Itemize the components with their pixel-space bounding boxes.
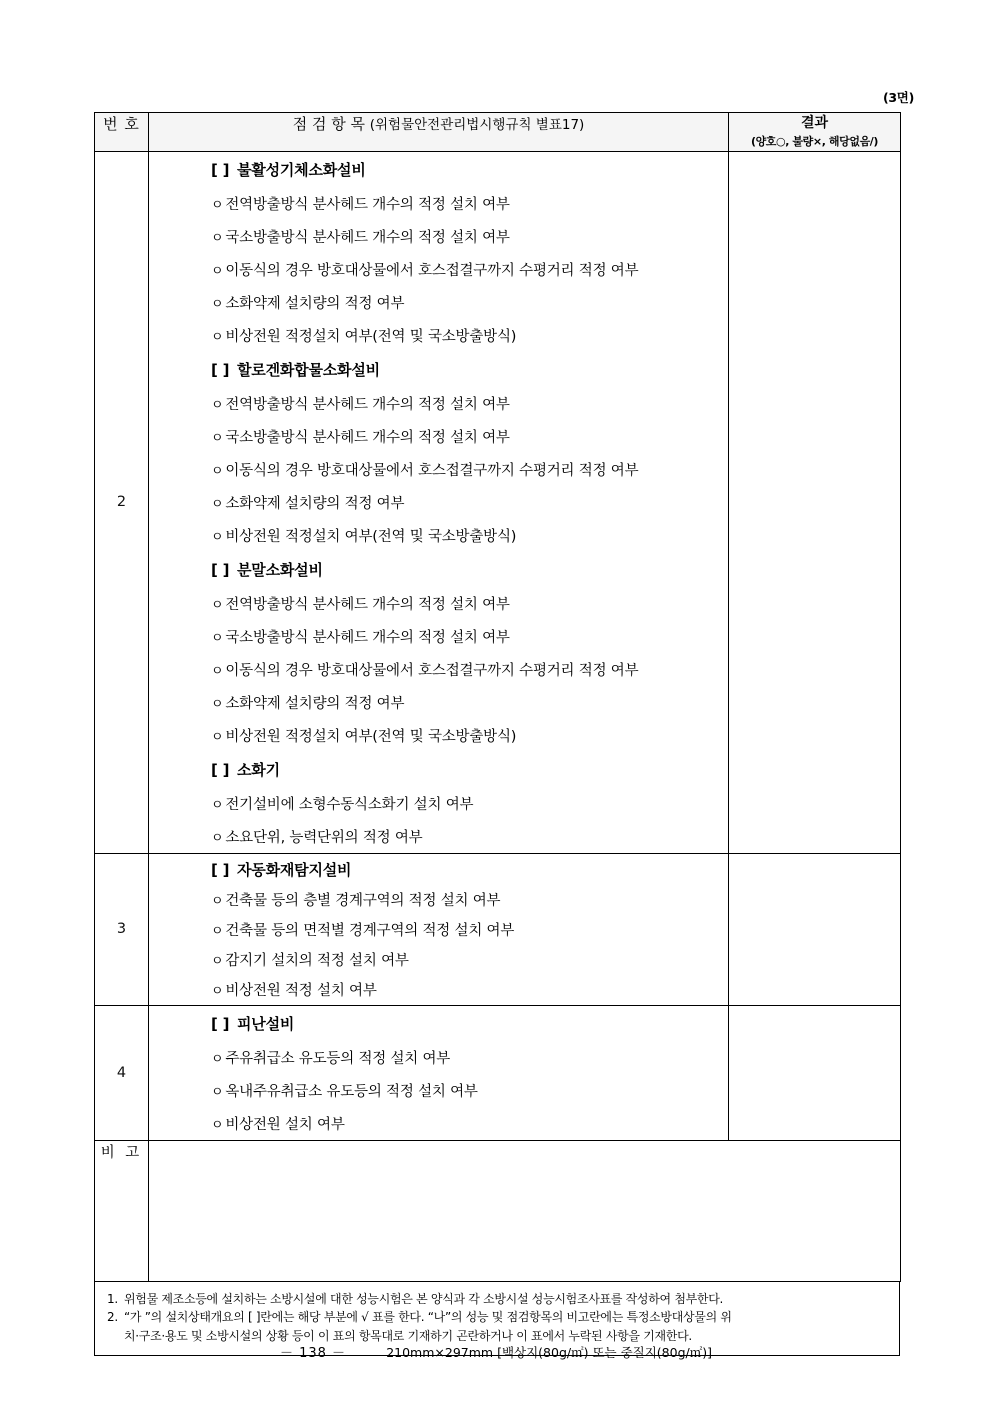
bullet-icon: ㅇ: [211, 1117, 224, 1133]
list-item-label: 건축물 등의 층별 경계구역의 적정 설치 여부: [225, 893, 501, 909]
header-result-legend: (양호○, 불량×, 해당없음/): [750, 135, 879, 148]
list-item-label: 전역방출방식 분사헤드 개수의 적정 설치 여부: [225, 596, 510, 613]
list-item: [149, 1041, 728, 1074]
table-row: [95, 151, 901, 853]
bullet-icon: ㅇ: [211, 729, 224, 745]
bullet-icon: ㅇ: [211, 1051, 224, 1067]
group-title: [149, 152, 728, 187]
list-item-label: 비상전원 적정설치 여부(전역 및 국소방출방식): [225, 728, 517, 745]
list-item-label: 소화약제 설치량의 적정 여부: [225, 295, 405, 312]
group-title: [149, 352, 728, 387]
list-item: [149, 587, 728, 620]
bullet-icon: ㅇ: [211, 529, 224, 545]
note-text: “가 ”의 설치상태개요의 [ ]란에는 해당 부분에 √ 표를 한다. “나”의 성능 및 점검항목의 비고란에는 특정소방대상물의 위: [124, 1310, 732, 1325]
inspection-table-wrapper: [94, 112, 900, 1356]
bullet-icon: ㅇ: [211, 696, 224, 712]
bullet-icon: ㅇ: [211, 924, 224, 939]
list-item: [149, 387, 728, 420]
list-item: [149, 945, 728, 975]
group-title-text: 불활성기체소화설비: [237, 160, 366, 179]
list-item-label: 건축물 등의 면적별 경계구역의 적정 설치 여부: [225, 923, 515, 939]
group-title-text: 분말소화설비: [237, 560, 323, 579]
list-item: [149, 1107, 728, 1140]
list-item-label: 비상전원 적정 설치 여부: [225, 983, 377, 999]
table-header-row: [95, 113, 901, 152]
header-cell-no: 번 호: [95, 113, 149, 152]
bullet-icon: ㅇ: [211, 954, 224, 969]
checkbox-field[interactable]: [ ]: [211, 860, 230, 879]
list-item-label: 전역방출방식 분사헤드 개수의 적정 설치 여부: [225, 396, 510, 413]
bullet-icon: ㅇ: [211, 397, 224, 413]
list-item: [149, 420, 728, 453]
row-items-cell: [149, 853, 729, 1005]
bullet-icon: ㅇ: [211, 597, 224, 613]
list-item: [149, 975, 728, 1005]
list-item-label: 이동식의 경우 방호대상물에서 호스접결구까지 수평거리 적정 여부: [225, 262, 639, 279]
list-item: [149, 820, 728, 853]
note-text-continued: 치·구조·용도 및 소방시설의 상황 등이 이 표의 항목대로 기재하기 곤란하거나 이 표에서 누락된 사항을 기재한다.: [124, 1328, 692, 1343]
list-item-label: 국소방출방식 분사헤드 개수의 적정 설치 여부: [225, 429, 510, 446]
header-cell-result: [729, 113, 901, 152]
bullet-icon: ㅇ: [211, 1084, 224, 1100]
list-item: [149, 787, 728, 820]
bullet-icon: ㅇ: [211, 830, 224, 846]
bullet-icon: ㅇ: [211, 230, 224, 246]
list-item: [149, 220, 728, 253]
page-footer: [0, 1342, 992, 1361]
row-number: 4: [95, 1005, 149, 1140]
list-item: [149, 620, 728, 653]
list-item: [149, 319, 728, 352]
list-item-label: 국소방출방식 분사헤드 개수의 적정 설치 여부: [225, 629, 510, 646]
header-result-title: 결과: [800, 115, 829, 131]
bullet-icon: ㅇ: [211, 463, 224, 479]
table-row: [95, 1005, 901, 1140]
paper-spec: 210mm×297mm [백상지(80g/㎡) 또는 중질지(80g/㎡)]: [386, 1345, 712, 1360]
bullet-icon: ㅇ: [211, 430, 224, 446]
list-item: [149, 253, 728, 286]
row-number: 2: [95, 151, 149, 853]
list-item-label: 소화약제 설치량의 적정 여부: [225, 695, 405, 712]
row-number: 3: [95, 853, 149, 1005]
list-item: [149, 885, 728, 915]
group-title: [149, 552, 728, 587]
group-title: [149, 752, 728, 787]
result-cell[interactable]: [729, 1005, 901, 1140]
list-item-label: 비상전원 설치 여부: [225, 1116, 345, 1133]
inspection-table: [94, 112, 901, 1282]
note-item: [107, 1308, 887, 1327]
list-item: [149, 453, 728, 486]
list-item-label: 소화약제 설치량의 적정 여부: [225, 495, 405, 512]
list-item-label: 전기설비에 소형수동식소화기 설치 여부: [225, 796, 474, 813]
bullet-icon: ㅇ: [211, 496, 224, 512]
header-item-main: 점 검 항 목: [292, 115, 365, 133]
note-text: 위험물 제조소등에 설치하는 소방시설에 대한 성능시험은 본 양식과 각 소방시설 성능시험조사표를 작성하여 첨부한다.: [124, 1291, 724, 1306]
list-item-label: 비상전원 적정설치 여부(전역 및 국소방출방식): [225, 528, 517, 545]
checkbox-field[interactable]: [ ]: [211, 560, 230, 579]
row-items-cell: [149, 151, 729, 853]
list-item-label: 주유취급소 유도등의 적정 설치 여부: [225, 1050, 451, 1067]
group-title: [149, 854, 728, 885]
bullet-icon: ㅇ: [211, 894, 224, 909]
result-cell[interactable]: [729, 151, 901, 853]
list-item: [149, 915, 728, 945]
checkbox-field[interactable]: [ ]: [211, 1014, 230, 1033]
list-item: [149, 286, 728, 319]
bullet-icon: ㅇ: [211, 197, 224, 213]
checkbox-field[interactable]: [ ]: [211, 160, 230, 179]
remark-input[interactable]: [149, 1140, 901, 1281]
list-item-label: 비상전원 적정설치 여부(전역 및 국소방출방식): [225, 328, 517, 345]
remark-row: [95, 1140, 901, 1281]
list-item: [149, 719, 728, 752]
list-item-label: 감지기 설치의 적정 설치 여부: [225, 953, 409, 969]
list-item: [149, 187, 728, 220]
list-item: [149, 486, 728, 519]
row-items-cell: [149, 1005, 729, 1140]
note-number: 1.: [107, 1291, 118, 1306]
checkbox-field[interactable]: [ ]: [211, 760, 230, 779]
remark-label: 비 고: [95, 1140, 149, 1281]
bullet-icon: ㅇ: [211, 296, 224, 312]
list-item: [149, 519, 728, 552]
checkbox-field[interactable]: [ ]: [211, 360, 230, 379]
bullet-icon: ㅇ: [211, 984, 224, 999]
list-item-label: 이동식의 경우 방호대상물에서 호스접결구까지 수평거리 적정 여부: [225, 662, 639, 679]
list-item-label: 국소방출방식 분사헤드 개수의 적정 설치 여부: [225, 229, 510, 246]
bullet-icon: ㅇ: [211, 663, 224, 679]
bullet-icon: ㅇ: [211, 263, 224, 279]
header-cell-item: [149, 113, 729, 152]
header-item-sub: (위험물안전관리법시행규칙 별표17): [369, 117, 585, 133]
list-item: [149, 686, 728, 719]
bullet-icon: ㅇ: [211, 630, 224, 646]
group-title-text: 자동화재탐지설비: [237, 860, 352, 879]
page-side-label: (3면): [883, 90, 914, 105]
group-title-text: 할로겐화합물소화설비: [237, 360, 380, 379]
group-title-text: 피난설비: [237, 1014, 295, 1033]
note-item: [107, 1290, 887, 1309]
bullet-icon: ㅇ: [211, 329, 224, 345]
page-number: － 138 －: [279, 1346, 347, 1361]
group-title-text: 소화기: [237, 760, 280, 779]
list-item-label: 전역방출방식 분사헤드 개수의 적정 설치 여부: [225, 196, 510, 213]
list-item: [149, 653, 728, 686]
bullet-icon: ㅇ: [211, 797, 224, 813]
list-item: [149, 1074, 728, 1107]
list-item-label: 소요단위, 능력단위의 적정 여부: [225, 829, 423, 846]
table-row: [95, 853, 901, 1005]
list-item-label: 이동식의 경우 방호대상물에서 호스접결구까지 수평거리 적정 여부: [225, 462, 639, 479]
group-title: [149, 1006, 728, 1041]
note-number: 2.: [107, 1310, 118, 1325]
result-cell[interactable]: [729, 853, 901, 1005]
list-item-label: 옥내주유취급소 유도등의 적정 설치 여부: [225, 1083, 478, 1100]
